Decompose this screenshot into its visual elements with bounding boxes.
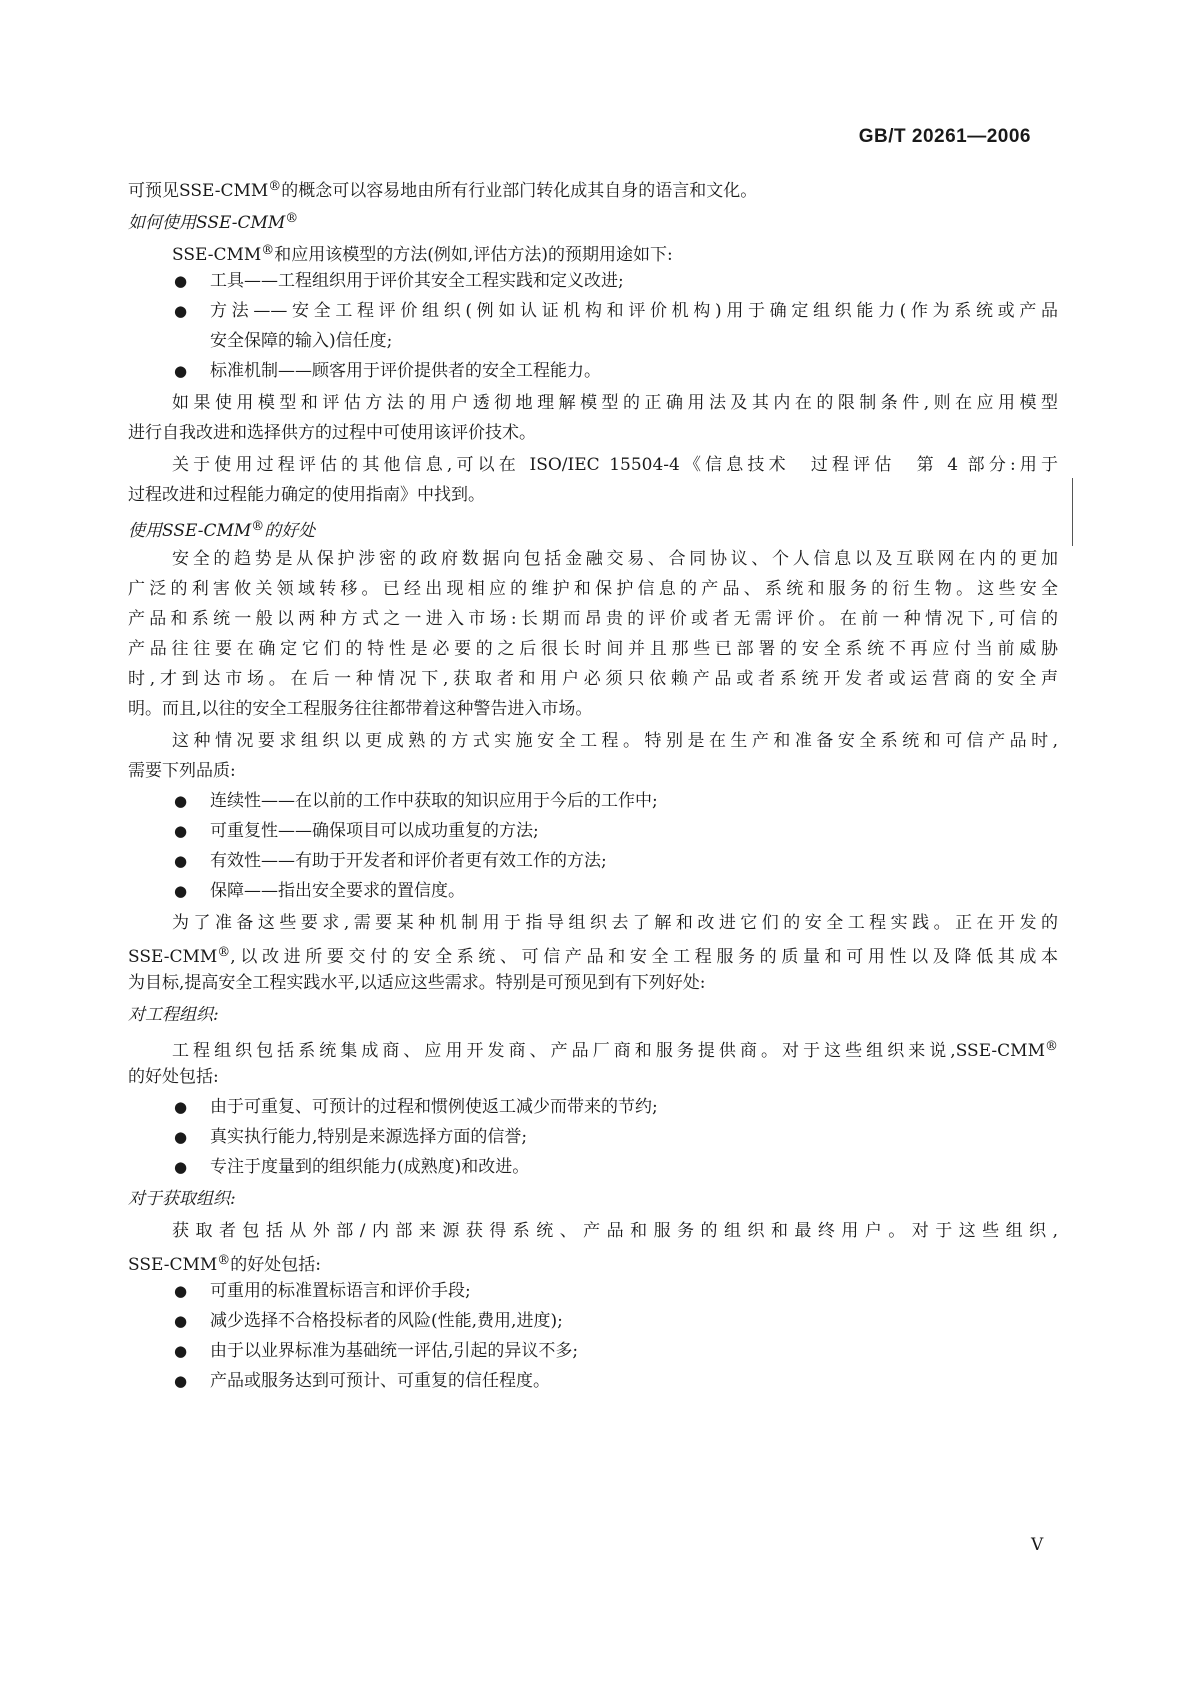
section-heading: 如何使用SSE-CMM®: [128, 211, 299, 233]
bullet-dot-icon: ●: [174, 362, 188, 380]
bullet-dot-icon: ●: [174, 852, 188, 870]
paragraph-line: 时,才到达市场。在后一种情况下,获取者和用户必须只依赖产品或者系统开发者或运营商的安全声: [128, 669, 1058, 689]
bullet-dot-icon: ●: [174, 882, 188, 900]
paragraph-line: 需要下列品质:: [128, 761, 236, 781]
paragraph-line: 获取者包括从外部/内部来源获得系统、产品和服务的组织和最终用户。对于这些组织,: [172, 1221, 1058, 1241]
bullet-item: ● 真实执行能力,特别是来源选择方面的信誉;: [128, 1122, 1058, 1152]
paragraph-line: 为目标,提高安全工程实践水平,以适应这些需求。特别是可预见到有下列好处:: [128, 973, 706, 993]
paragraph-line: SSE-CMM®和应用该模型的方法(例如,评估方法)的预期用途如下:: [172, 243, 673, 265]
paragraph-line: 产品和系统一般以两种方式之一进入市场:长期而昂贵的评价或者无需评价。在前一种情况下,可信的: [128, 609, 1058, 629]
section-heading: 使用SSE-CMM®的好处: [128, 519, 316, 541]
bullet-item: ● 保障——指出安全要求的置信度。: [128, 876, 1058, 906]
standard-number: GB/T 20261—2006: [858, 126, 1031, 147]
paragraph-line: SSE-CMM®,以改进所要交付的安全系统、可信产品和安全工程服务的质量和可用性以及降低其成本: [128, 945, 1058, 967]
section-heading: 对工程组织:: [128, 1005, 219, 1025]
bullet-item: ● 专注于度量到的组织能力(成熟度)和改进。: [128, 1152, 1058, 1182]
bullet-item: ● 有效性——有助于开发者和评价者更有效工作的方法;: [128, 846, 1058, 876]
paragraph-line: 进行自我改进和选择供方的过程中可使用该评价技术。: [128, 423, 536, 443]
bullet-dot-icon: ●: [174, 822, 188, 840]
document-body: [128, 172, 1058, 1396]
bullet-dot-icon: ●: [174, 1312, 188, 1330]
bullet-item: ● 可重复性——确保项目可以成功重复的方法;: [128, 816, 1058, 846]
bullet-item: ● 方法——安全工程评价组织(例如认证机构和评价机构)用于确定组织能力(作为系统或产品: [128, 296, 1058, 326]
paragraph-line: 工程组织包括系统集成商、应用开发商、产品厂商和服务提供商。对于这些组织来说,SSE-CMM®: [172, 1039, 1058, 1061]
paragraph-line: 可预见SSE-CMM®的概念可以容易地由所有行业部门转化成其自身的语言和文化。: [128, 179, 758, 201]
bullet-item: ● 标准机制——顾客用于评价提供者的安全工程能力。: [128, 356, 1058, 386]
bullet-dot-icon: ●: [174, 1282, 188, 1300]
bullet-item: ● 连续性——在以前的工作中获取的知识应用于今后的工作中;: [128, 786, 1058, 816]
bullet-dot-icon: ●: [174, 1372, 188, 1390]
bullet-dot-icon: ●: [174, 1342, 188, 1360]
bullet-dot-icon: ●: [174, 1158, 188, 1176]
bullet-item: ● 可重用的标准置标语言和评价手段;: [128, 1276, 1058, 1306]
paragraph-line: 明。而且,以往的安全工程服务往往都带着这种警告进入市场。: [128, 699, 593, 719]
paragraph-line: 的好处包括:: [128, 1067, 219, 1087]
paragraph-line: 过程改进和过程能力确定的使用指南》中找到。: [128, 485, 485, 505]
bullet-dot-icon: ●: [174, 1098, 188, 1116]
bullet-item: ● 由于以业界标准为基础统一评估,引起的异议不多;: [128, 1336, 1058, 1366]
paragraph-line: 如果使用模型和评估方法的用户透彻地理解模型的正确用法及其内在的限制条件,则在应用模型: [172, 393, 1058, 413]
bullet-dot-icon: ●: [174, 302, 188, 320]
bullet-item: ● 工具——工程组织用于评价其安全工程实践和定义改进;: [128, 266, 1058, 296]
bullet-item: ● 产品或服务达到可预计、可重复的信任程度。: [128, 1366, 1058, 1396]
paragraph-line: SSE-CMM®的好处包括:: [128, 1253, 322, 1275]
paragraph-line: 为了准备这些要求,需要某种机制用于指导组织去了解和改进它们的安全工程实践。正在开发的: [172, 913, 1058, 933]
bullet-item: ● 由于可重复、可预计的过程和惯例使返工减少而带来的节约;: [128, 1092, 1058, 1122]
page-number: V: [1031, 1535, 1044, 1555]
section-heading: 对于获取组织:: [128, 1189, 236, 1209]
paragraph-line: 关于使用过程评估的其他信息,可以在 ISO/IEC 15504-4《信息技术 过程评估 第 4 部分:用于: [172, 455, 1058, 475]
bullet-dot-icon: ●: [174, 272, 188, 290]
bullet-item: ● 减少选择不合格投标者的风险(性能,费用,进度);: [128, 1306, 1058, 1336]
paragraph-line: 安全的趋势是从保护涉密的政府数据向包括金融交易、合同协议、个人信息以及互联网在内的更加: [172, 549, 1058, 569]
bullet-continuation: 安全保障的输入)信任度;: [210, 331, 393, 351]
paragraph-line: 产品往往要在确定它们的特性是必要的之后很长时间并且那些已部署的安全系统不再应付当前威胁: [128, 639, 1058, 659]
bullet-dot-icon: ●: [174, 792, 188, 810]
bullet-dot-icon: ●: [174, 1128, 188, 1146]
paragraph-line: 这种情况要求组织以更成熟的方式实施安全工程。特别是在生产和准备安全系统和可信产品时,: [172, 731, 1058, 751]
paragraph-line: 广泛的利害攸关领域转移。已经出现相应的维护和保护信息的产品、系统和服务的衍生物。这些安全: [128, 579, 1058, 599]
change-bar: [1072, 478, 1073, 546]
